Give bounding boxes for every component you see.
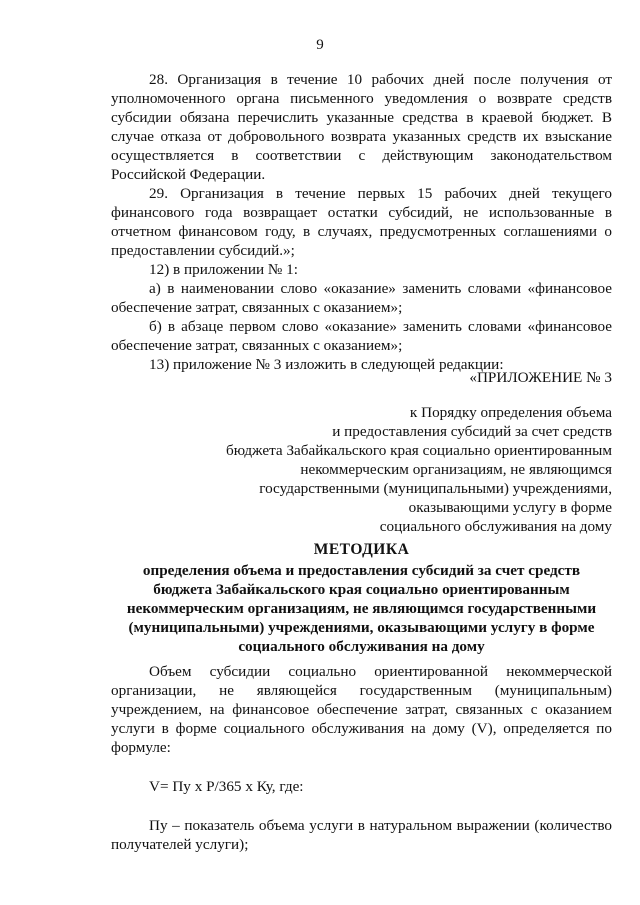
paragraph-item-b: б) в абзаце первом слово «оказание» заменить словами «финансовое обеспечение затрат, связанных с оказанием»; <box>111 318 612 354</box>
appendix-address-line: государственными (муниципальными) учреждениями, <box>259 480 612 497</box>
appendix-address-line: к Порядку определения объема <box>409 404 612 421</box>
appendix-address-line: и предоставления субсидий за счет средств <box>332 423 612 440</box>
paragraph-29: 29. Организация в течение первых 15 рабочих дней текущего финансового года возвращает остатки субсидий, не использованные в отчетном финансовом году, в случаях, предусмотренных соглашениями о предоставлении субсидий.»; <box>111 185 612 259</box>
formula-definition: Пу – показатель объема услуги в натуральном выражении (количество получателей услуги); <box>111 817 612 853</box>
methodology-subtitle-line: (муниципальными) учреждениями, оказывающими услугу в форме <box>128 619 595 636</box>
page-number: 9 <box>316 37 324 53</box>
paragraph-28: 28. Организация в течение 10 рабочих дней после получения от уполномоченного органа письменного уведомления о возврате средств субсидии обязана перечислить указанные средства в краевой бюджет. В случае отказа от добровольного возврата указанных средств их взыскание осуществляется в соответствии с действующим законодательством Российской Федерации. <box>111 71 612 183</box>
methodology-subtitle <box>111 561 612 656</box>
appendix-address-line: некоммерческим организациям, не являющимся <box>300 461 612 478</box>
methodology-subtitle-line: определения объема и предоставления субсидий за счет средств <box>142 562 581 579</box>
methodology-body <box>111 662 612 854</box>
appendix-address-line: оказывающими услугу в форме <box>408 499 612 516</box>
methodology-subtitle-line: некоммерческим организациям, не являющимся государственными <box>126 600 597 617</box>
paragraph-item-13: 13) приложение № 3 изложить в следующей редакции: <box>149 356 504 373</box>
appendix-address-line: бюджета Забайкальского края социально ориентированным <box>226 442 612 459</box>
amendment-text <box>111 70 612 374</box>
appendix-address-line: социального обслуживания на дому <box>379 518 612 535</box>
subsidy-formula: V= Пу х Р/365 х Ку, где: <box>149 778 304 795</box>
paragraph-item-12: 12) в приложении № 1: <box>149 261 298 278</box>
appendix-address <box>192 403 612 536</box>
appendix-title: «ПРИЛОЖЕНИЕ № 3 <box>469 369 612 386</box>
methodology-subtitle-line: социального обслуживания на дому <box>238 638 485 655</box>
methodology-intro: Объем субсидии социально ориентированной некоммерческой организации, не являющейся государственным (муниципальным) учреждением, на финансовое обеспечение затрат, связанных с оказанием услуги в форме социального обслуживания на дому (V), определяется по формуле: <box>111 663 612 756</box>
methodology-subtitle-line: бюджета Забайкальского края социально ориентированным <box>153 581 570 598</box>
paragraph-item-a: а) в наименовании слово «оказание» заменить словами «финансовое обеспечение затрат, связанных с оказанием»; <box>111 280 612 316</box>
methodology-title: МЕТОДИКА <box>313 541 410 558</box>
